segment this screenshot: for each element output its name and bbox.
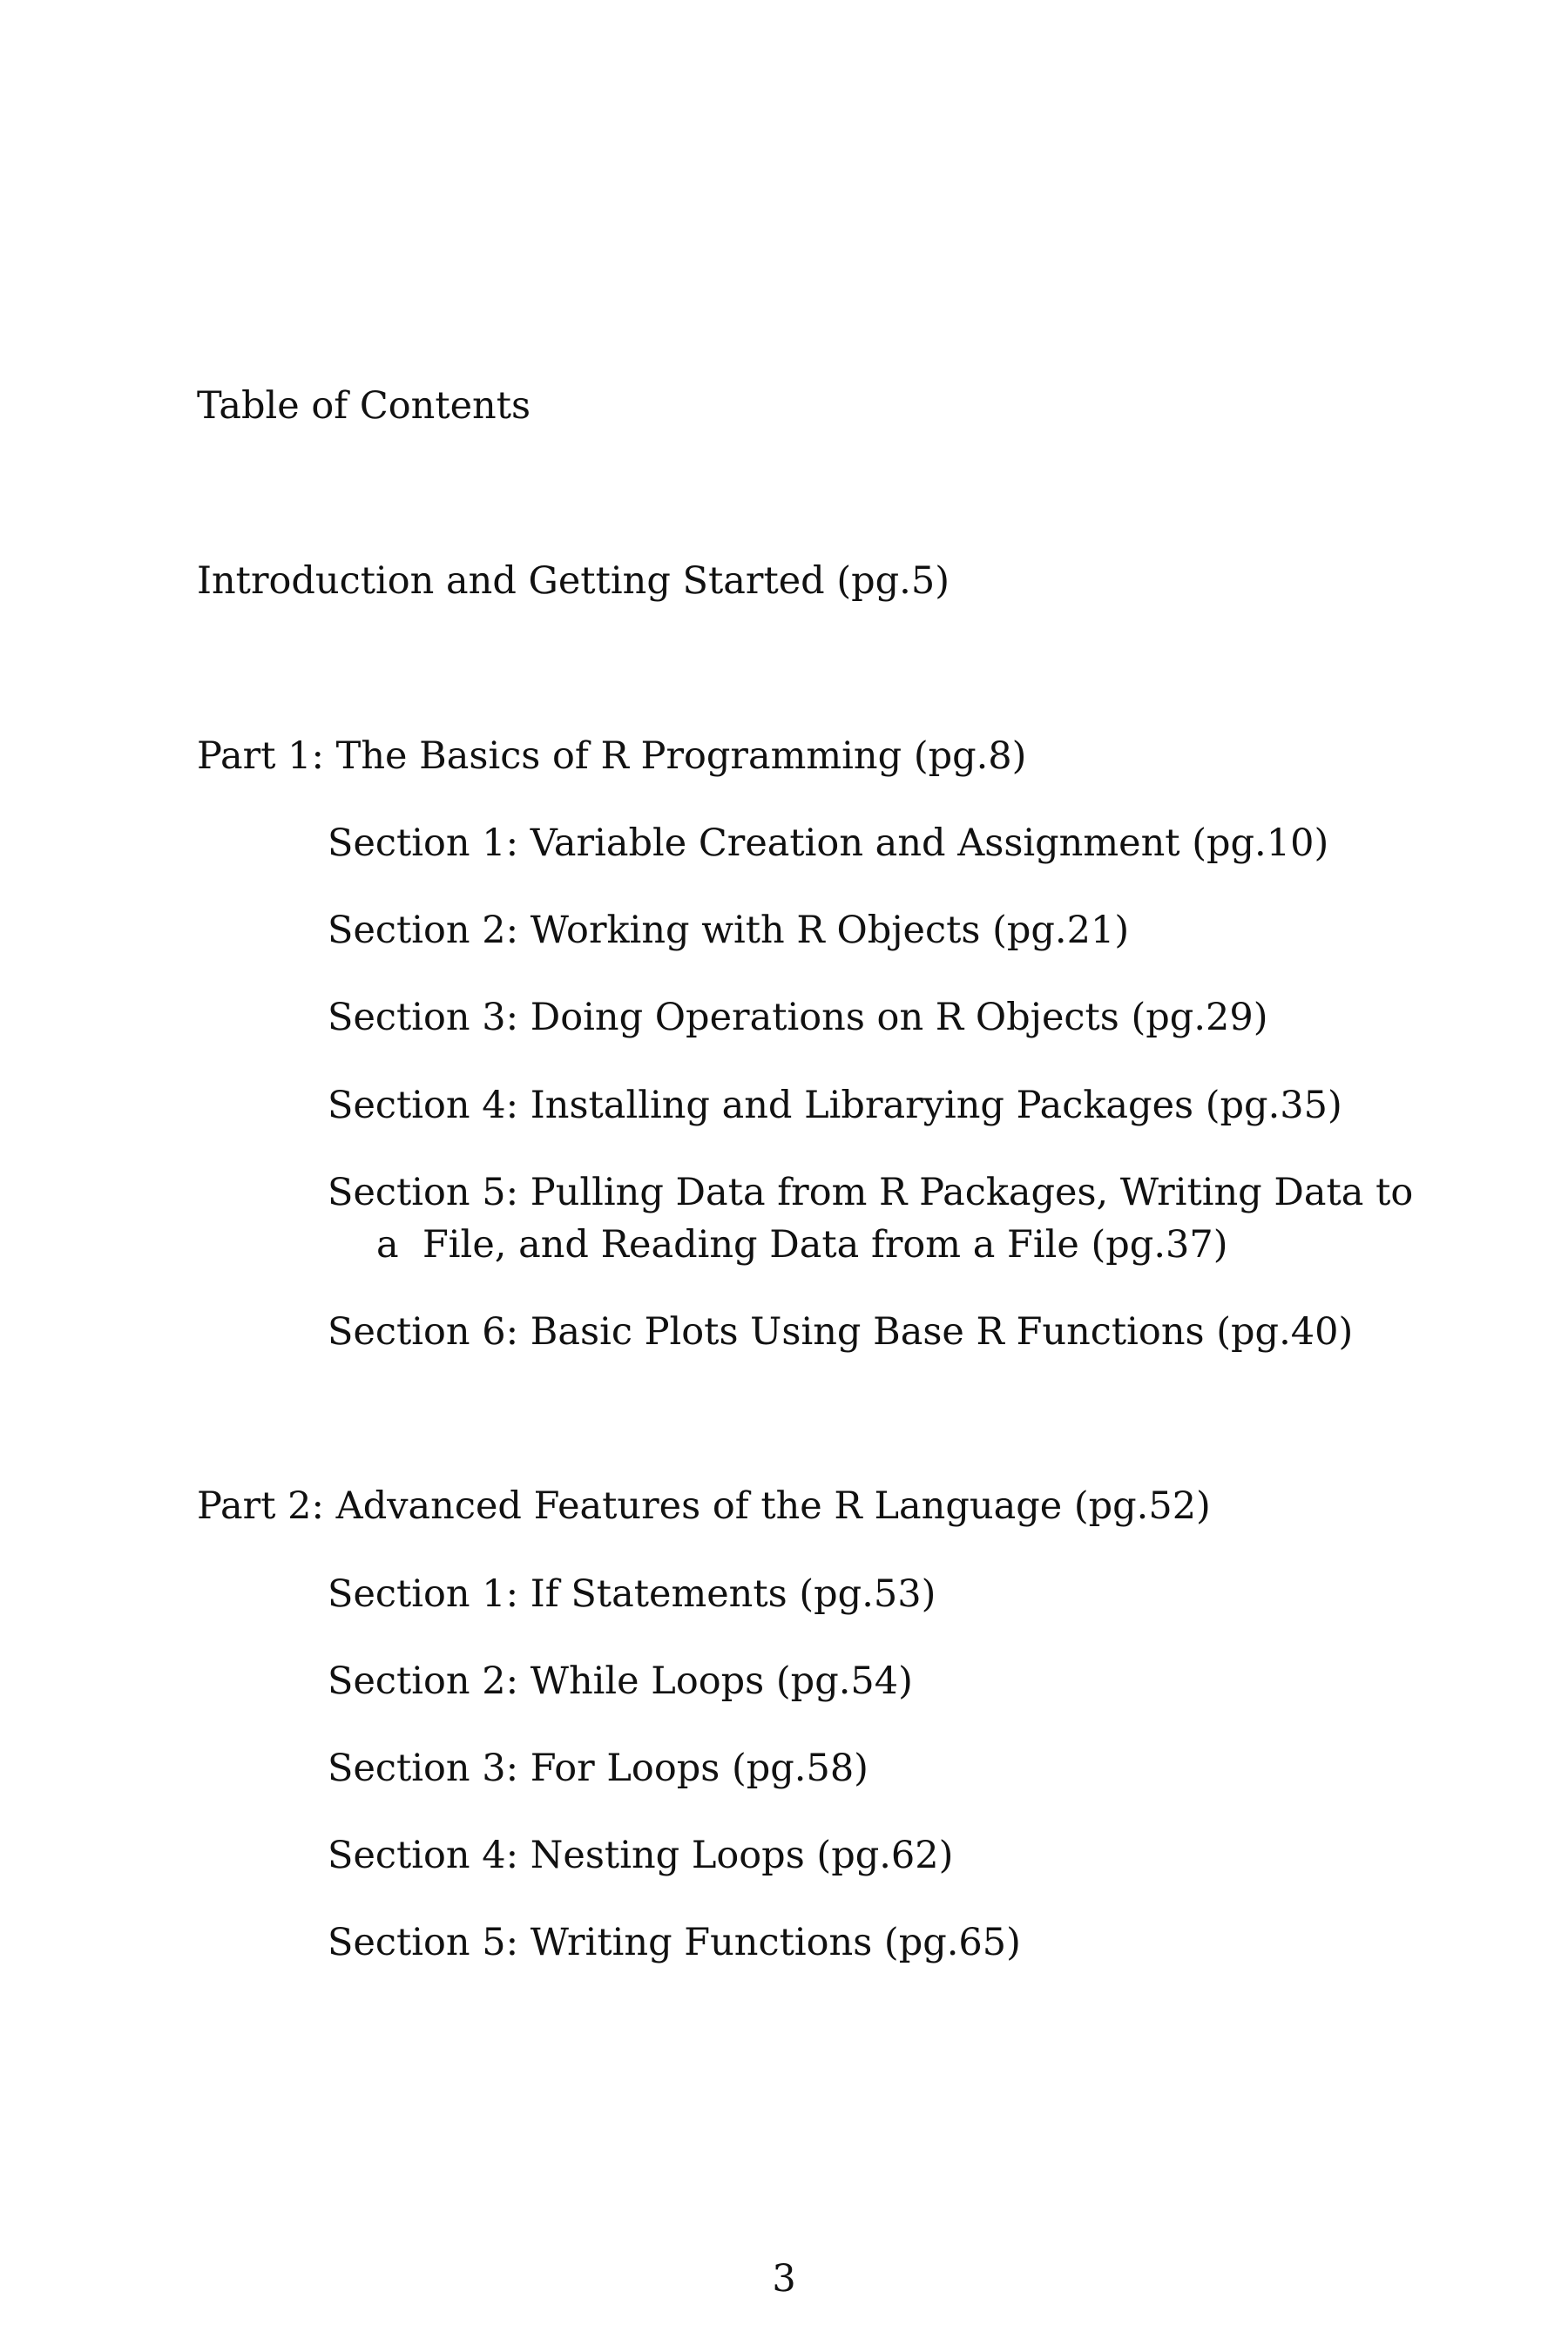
toc-part-2-section-1: Section 1: If Statements (pg.53) — [328, 1572, 936, 1616]
toc-part-1-section-6: Section 6: Basic Plots Using Base R Functions (pg.40) — [328, 1310, 1354, 1354]
toc-entry-introduction: Introduction and Getting Started (pg.5) — [197, 559, 950, 603]
toc-title: Table of Contents — [197, 384, 531, 428]
toc-part-1-section-5: Section 5: Pulling Data from R Packages, Writing Data to — [328, 1171, 1414, 1214]
toc-part-1-section-2: Section 2: Working with R Objects (pg.21) — [328, 909, 1130, 952]
page-number: 3 — [772, 2257, 796, 2301]
toc-part-2-section-5: Section 5: Writing Functions (pg.65) — [328, 1921, 1021, 1964]
toc-part-2-heading: Part 2: Advanced Features of the R Language (pg.52) — [197, 1484, 1211, 1528]
toc-part-2-section-2: Section 2: While Loops (pg.54) — [328, 1659, 913, 1703]
toc-part-1-heading: Part 1: The Basics of R Programming (pg.8) — [197, 734, 1027, 778]
toc-part-1-section-3: Section 3: Doing Operations on R Objects (pg.29) — [328, 996, 1268, 1039]
toc-part-1-section-4: Section 4: Installing and Librarying Packages (pg.35) — [328, 1084, 1342, 1127]
toc-part-1-section-1: Section 1: Variable Creation and Assignment (pg.10) — [328, 821, 1329, 865]
toc-part-1-section-5-continuation: a File, and Reading Data from a File (pg.37) — [376, 1223, 1228, 1267]
toc-part-2-section-3: Section 3: For Loops (pg.58) — [328, 1747, 868, 1790]
toc-part-2-section-4: Section 4: Nesting Loops (pg.62) — [328, 1834, 954, 1877]
